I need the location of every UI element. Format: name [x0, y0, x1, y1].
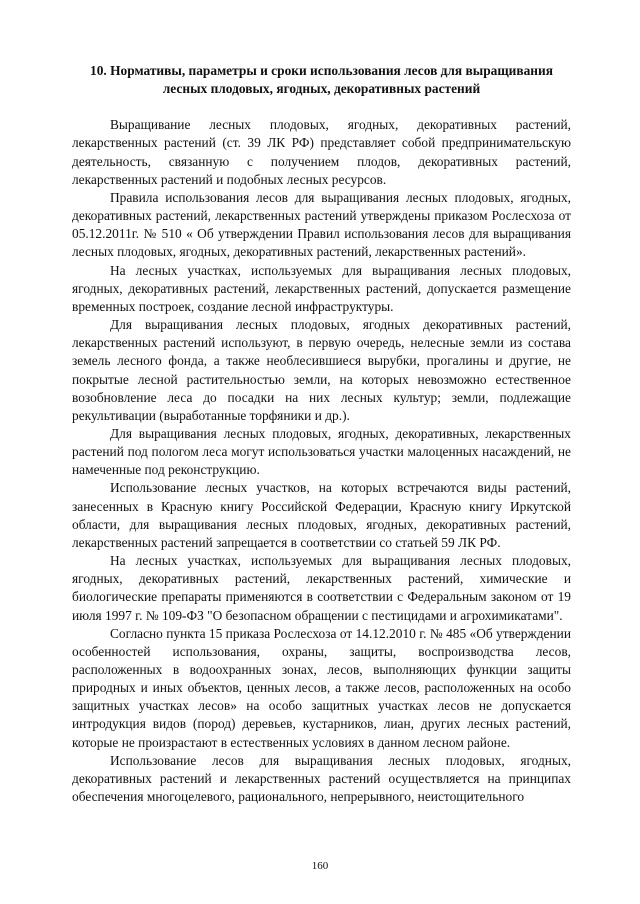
paragraph: Для выращивания лесных плодовых, ягодных декоративных растений, лекарственных растений используют, в первую очередь, нелесные земли из состава земель лесного фонда, а также необлесившиеся вырубки, прогалины и другие, не покрытые лесной растительностью земли, на которых невозможно естественное возобновление леса до посадки на них лесных культур; земли, подлежащие рекультивации (выработанные торфяники и др.). [72, 317, 571, 423]
paragraph: На лесных участках, используемых для выращивания лесных плодовых, ягодных, декоративных растений, лекарственных растений, химические и биологические препараты применяются в соответствии с Федеральным законом от 19 июля 1997 г. № 109-ФЗ "О безопасном обращении с пестицидами и агрохимикатами". [72, 553, 571, 623]
paragraph: Выращивание лесных плодовых, ягодных, декоративных растений, лекарственных растений (ст. 39 ЛК РФ) представляет собой предпринимательскую деятельность, связанную с получением плодов, декоративных растений, лекарственных растений и подобных лесных ресурсов. [72, 117, 571, 187]
paragraph: На лесных участках, используемых для выращивания лесных плодовых, ягодных, декоративных растений, лекарственных растений, допускается размещение временных построек, создание лесной инфраструктуры. [72, 262, 571, 314]
paragraph: Правила использования лесов для выращивания лесных плодовых, ягодных, декоративных растений, лекарственных растений утверждены приказом Рослесхоза от 05.12.2011г. № 510 « Об утверждении Правил использования лесов для выращивания лесных плодовых, ягодных, декоративных растений, лекарственных растений». [72, 189, 571, 260]
paragraph: Использование лесных участков, на которых встречаются виды растений, занесенных в Красную книгу Российской Федерации, Красную книгу Иркутской области, для выращивания лесных плодовых, ягодных, декоративных растений, лекарственных растений запрещается в соответствии со статьей 59 ЛК РФ. [72, 480, 571, 550]
page-number: 160 [311, 860, 329, 872]
paragraph: Согласно пункта 15 приказа Рослесхоза от 14.12.2010 г. № 485 «Об утверждении особенностей использования, охраны, защиты, воспроизводства лесов, расположенных в водоохранных зонах, лесов, выполняющих функции защиты природных и иных объектов, ценных лесов, а также лесов, расположенных на особо защитных участках лесов» на особо защитных участках лесов не допускается интродукция видов (пород) деревьев, кустарников, лиан, других лесных растений, которые не произрастают в естественных условиях в данном лесном районе. [72, 625, 571, 750]
paragraph: Использование лесов для выращивания лесных плодовых, ягодных, декоративных растений и лекарственных растений осуществляется на принципах обеспечения многоцелевого, рационального, непрерывного, неистощительного [72, 752, 571, 805]
paragraph: Для выращивания лесных плодовых, ягодных, декоративных, лекарственных растений под пологом леса могут использоваться участки малоценных насаждений, не намеченные под реконструкцию. [72, 425, 571, 478]
section-title: 10. Нормативы, параметры и сроки использования лесов для выращивания лесных плодовых, ягодных, декоративных растений [90, 63, 553, 97]
